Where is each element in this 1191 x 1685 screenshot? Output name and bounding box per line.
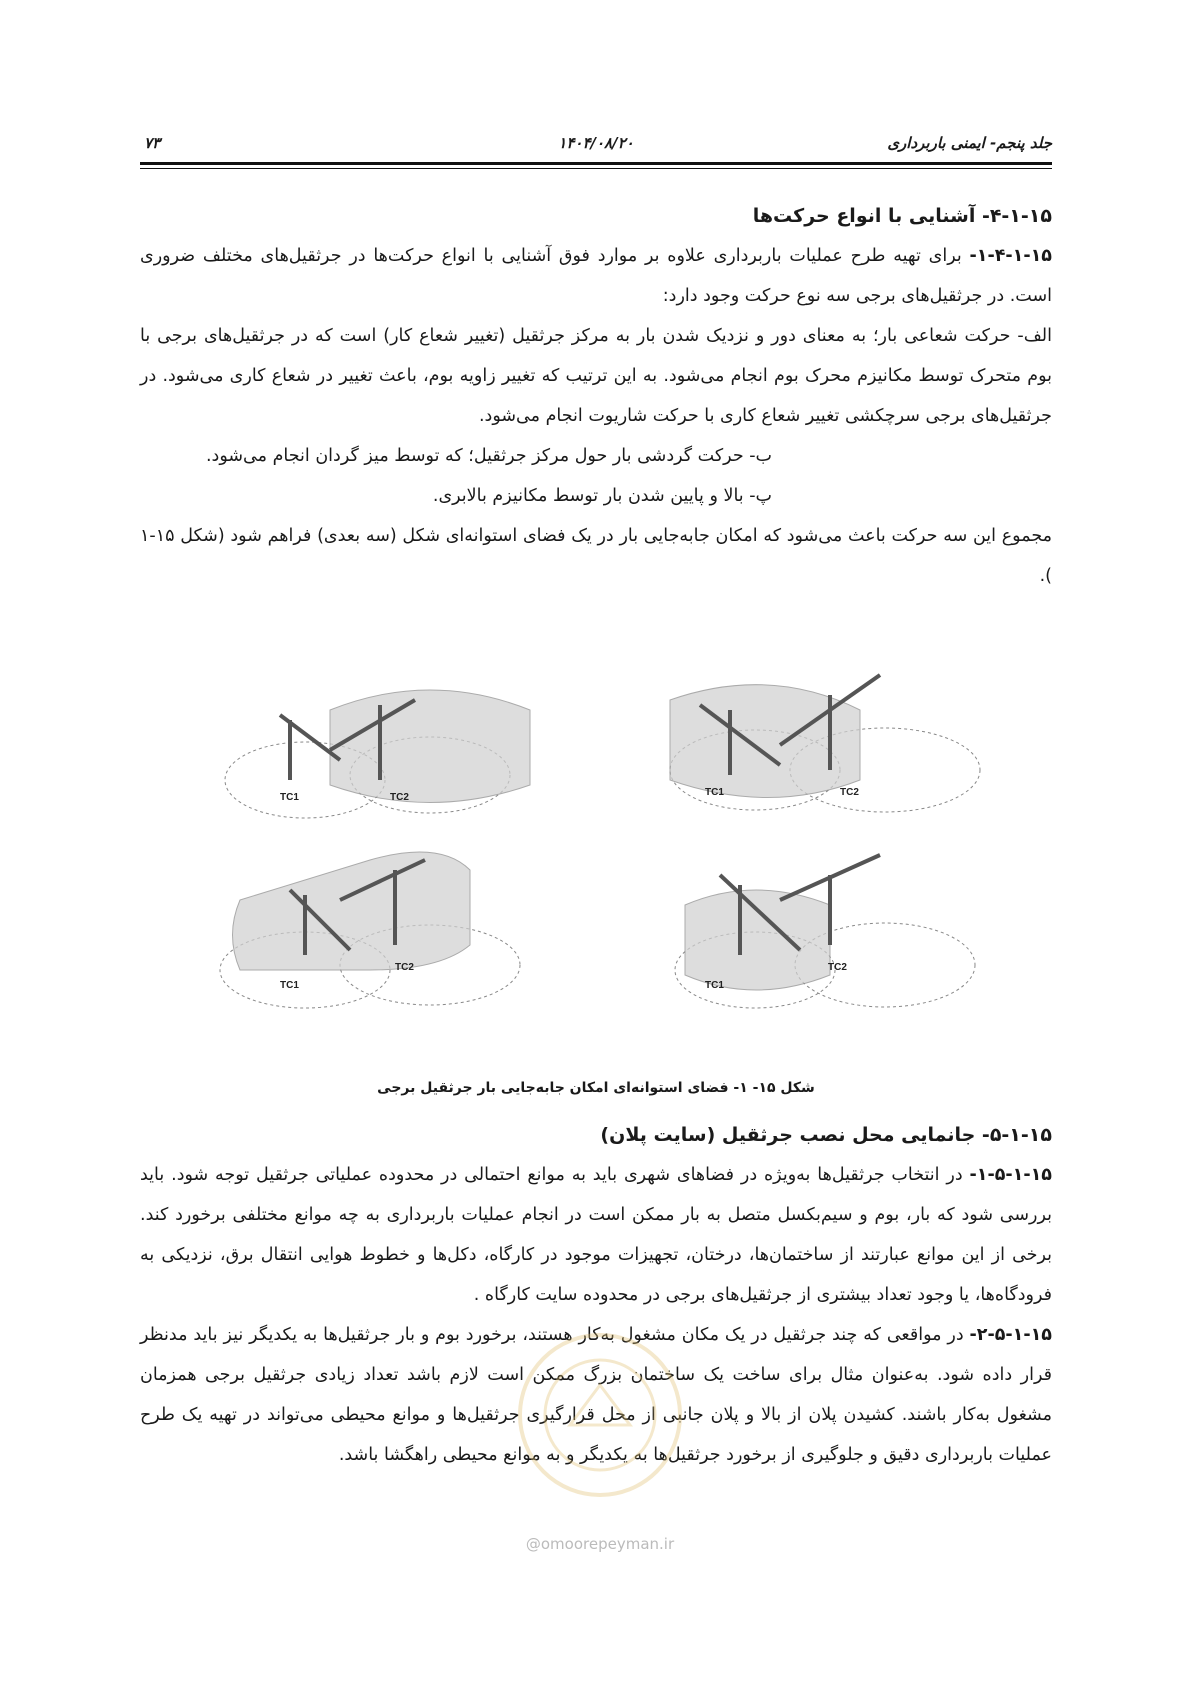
section-heading: ۵-۱-۱۵- جانمایی محل نصب جرثقیل (سایت پلان) bbox=[600, 1124, 1052, 1146]
paragraph-text: در مواقعی که چند جرثقیل در یک مکان مشغول به‌کار هستند، برخورد بوم و بار جرثقیل‌ها به یکدیگر نیز باید مدنظر قرار داده شود. به‌عنوان مثال برای ساخت یک ساختمان بزرگ ممکن است لازم باشد تعداد زیادی جرثقیل برجی همزمان مشغول به‌کار باشند. کشیدن پلان از بالا و پلان جانبی از محل قرارگیری جرثقیل‌ها و موانع محیطی می‌تواند در تهیه یک طرح عملیات باربرداری دقیق و جلوگیری از برخورد جرثقیل‌ها به یکدیگر و به موانع محیطی راهگشا باشد. bbox=[140, 1325, 1052, 1465]
paragraph-number: ۱-۴-۱-۱۵- bbox=[969, 246, 1052, 266]
section-heading: ۴-۱-۱۵- آشنایی با انواع حرکت‌ها bbox=[752, 205, 1052, 227]
paragraph-pe: پ- بالا و پایین شدن بار توسط مکانیزم بالابری. bbox=[432, 486, 772, 506]
section-movements bbox=[140, 196, 1052, 596]
watermark-text: @omoorepeyman.ir bbox=[525, 1535, 675, 1553]
paragraph-be: ب- حرکت گردشی بار حول مرکز جرثقیل؛ که توسط میز گردان انجام می‌شود. bbox=[205, 446, 772, 466]
page-header bbox=[140, 128, 1052, 160]
header-rule-thick bbox=[140, 162, 1052, 165]
watermark-seal bbox=[500, 1315, 700, 1515]
label-tc2: TC2 bbox=[395, 962, 414, 973]
paragraph-number: ۲-۵-۱-۱۵- bbox=[969, 1325, 1052, 1345]
label-tc1: TC1 bbox=[280, 980, 299, 991]
label-tc2: TC2 bbox=[840, 787, 859, 798]
paragraph bbox=[140, 236, 1052, 316]
paragraph-text: برای تهیه طرح عملیات باربرداری علاوه بر موارد فوق آشنایی با انواع حرکت‌ها در جرثقیل‌های مختلف ضروری است. در جرثقیل‌های برجی سه نوع حرکت وجود دارد: bbox=[140, 246, 1052, 306]
figure-caption: شکل ۱۵- ۱- فضای استوانه‌ای امکان جابه‌جایی بار جرثقیل برجی bbox=[377, 1080, 815, 1096]
paragraph-number: ۱-۵-۱-۱۵- bbox=[969, 1165, 1052, 1185]
header-rule-thin bbox=[140, 168, 1052, 169]
header-date: ۱۴۰۴/۰۸/۲۰ bbox=[558, 134, 634, 152]
paragraph bbox=[140, 1155, 1052, 1315]
label-tc2: TC2 bbox=[828, 962, 847, 973]
figure-crane-cylinders bbox=[140, 670, 1052, 1050]
paragraph-sum: مجموع این سه حرکت باعث می‌شود که امکان جابه‌جایی بار در یک فضای استوانه‌ای شکل (سه بعدی) فراهم شود (شکل ۱۵-۱ ). bbox=[140, 526, 1052, 586]
label-tc1: TC1 bbox=[705, 980, 724, 991]
label-tc1: TC1 bbox=[280, 792, 299, 803]
paragraph-alef: الف- حرکت شعاعی بار؛ به معنای دور و نزدیک شدن بار به مرکز جرثقیل (تغییر شعاع کار) است که در جرثقیل‌های برجی با بوم متحرک توسط مکانیزم محرک بوم انجام می‌شود. به این ترتیب که تغییر زاویه بوم، باعث تغییر در شعاع کاری می‌شود. در جرثقیل‌های برجی سرچکشی تغییر شعاع کاری با حرکت شاریوت انجام می‌شود. bbox=[140, 326, 1052, 426]
crane-diagram bbox=[140, 670, 1052, 1050]
label-tc1: TC1 bbox=[705, 787, 724, 798]
paragraph-text: در انتخاب جرثقیل‌ها به‌ویژه در فضاهای شهری باید به موانع احتمالی در محدوده عملیاتی جرثقیل توجه شود. باید بررسی شود که بار، بوم و سیم‌بکسل متصل به بار ممکن است در انجام عملیات باربرداری به چه موانع مختلفی برخورد کند. برخی از این موانع عبارتند از ساختمان‌ها، درختان، تجهیزات موجود در کارگاه، دکل‌ها و خطوط هوایی انتقال برق، نزدیکی به فرودگاه‌ها، یا وجود تعداد بیشتری از جرثقیل‌های برجی در محدوده سایت کارگاه . bbox=[140, 1165, 1052, 1305]
header-title: جلد پنجم- ایمنی باربرداری bbox=[887, 134, 1052, 152]
label-tc2: TC2 bbox=[390, 792, 409, 803]
header-page-number: ۷۳ bbox=[144, 134, 161, 152]
